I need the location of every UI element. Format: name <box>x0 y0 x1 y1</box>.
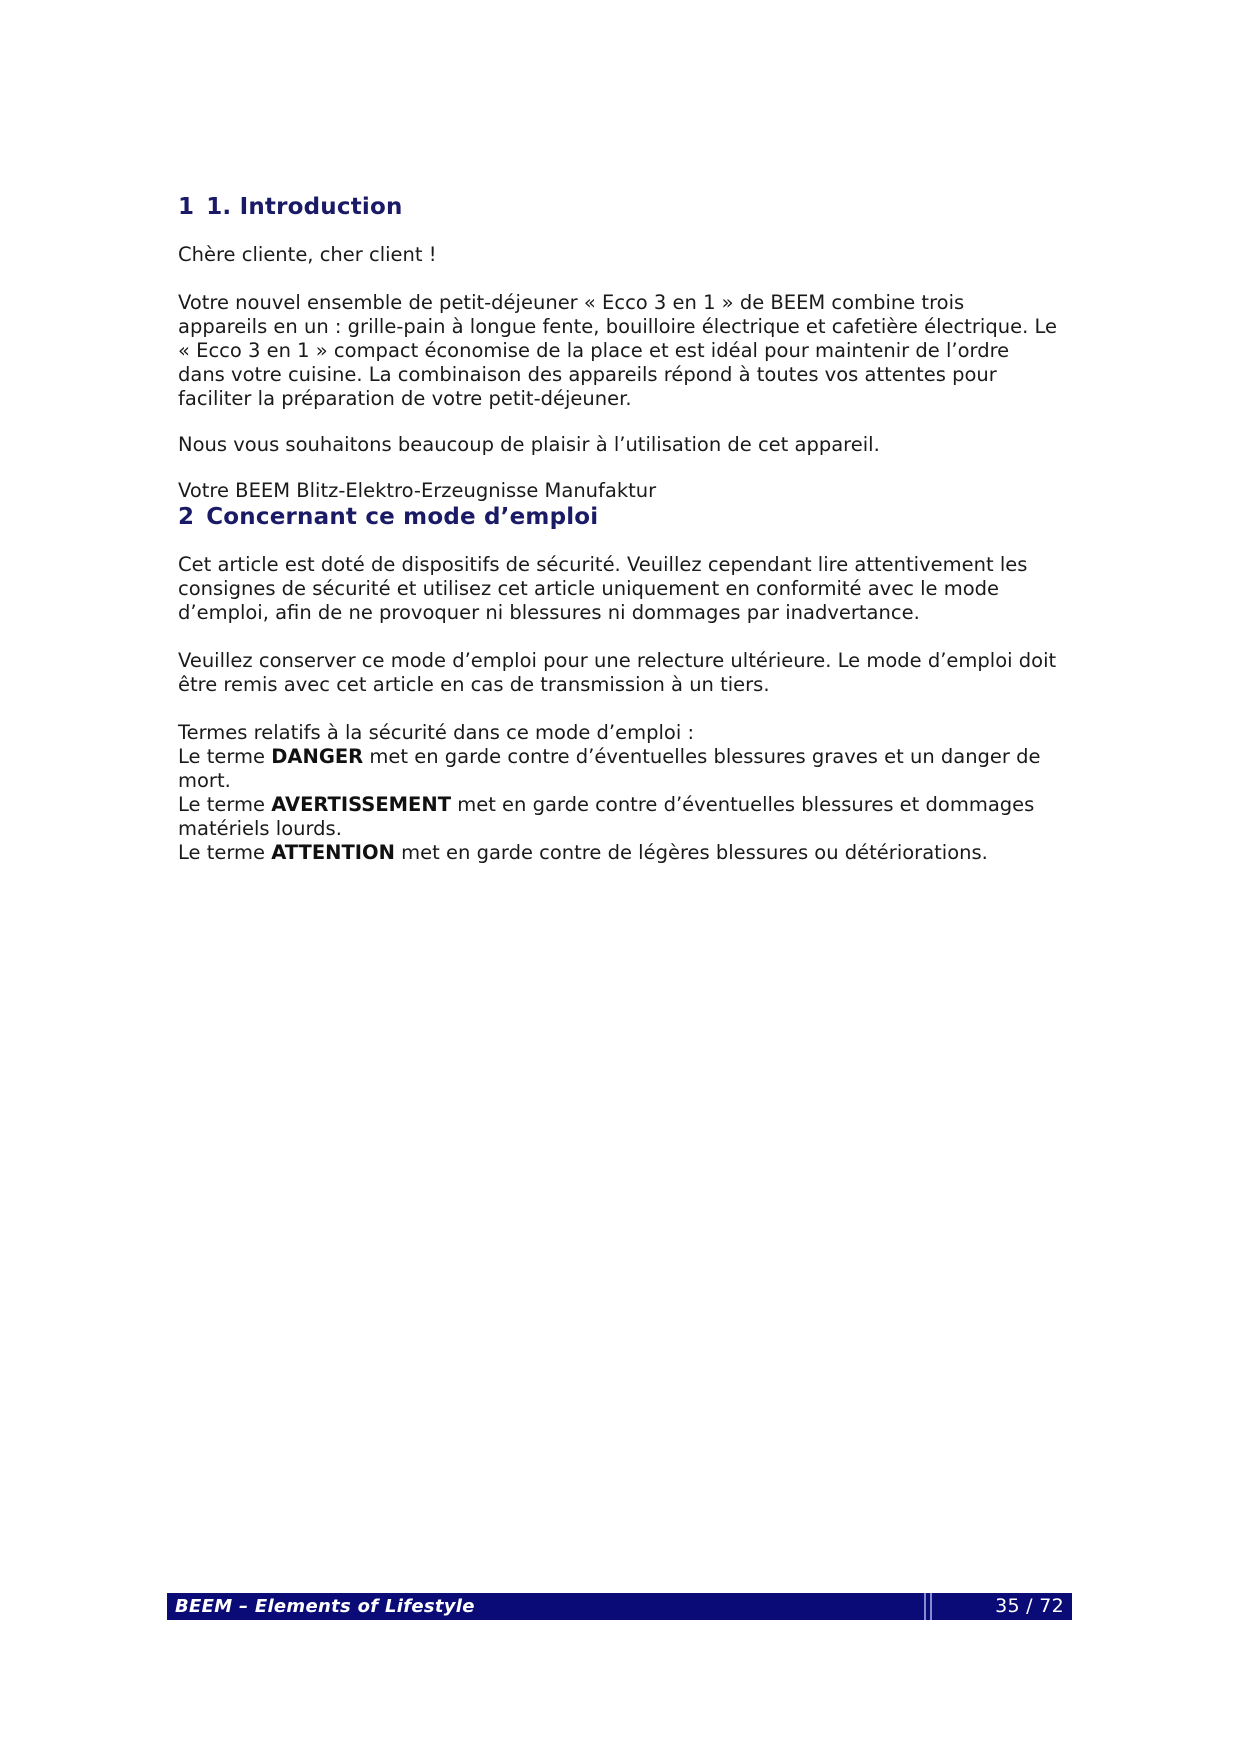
caution-word: ATTENTION <box>271 841 395 864</box>
footer-divider <box>924 1593 926 1620</box>
section-heading-introduction <box>178 193 1078 221</box>
section-number: 1 <box>178 194 195 220</box>
page-footer <box>167 1593 1072 1620</box>
section-heading-mode-emploi <box>178 503 1078 531</box>
caution-text: met en garde contre de légères blessures ou détériorations. <box>401 841 988 864</box>
section-title: 1. Introduction <box>206 194 403 220</box>
text-line: matériels lourds. <box>178 817 342 840</box>
text-line: être remis avec cet article en cas de transmission à un tiers. <box>178 673 770 696</box>
text-line: Cet article est doté de dispositifs de sécurité. Veuillez cependant lire attentivement les <box>178 553 1028 576</box>
page-number: 35 / 72 <box>995 1595 1064 1617</box>
section-number: 2 <box>178 504 195 530</box>
text-line: Veuillez conserver ce mode d’emploi pour une relecture ultérieure. Le mode d’emploi doit <box>178 649 1057 672</box>
text-line: d’emploi, afin de ne provoquer ni blessures ni dommages par inadvertance. <box>178 601 920 624</box>
keep-manual-paragraph <box>178 649 1078 697</box>
text-line: « Ecco 3 en 1 » compact économise de la place et est idéal pour maintenir de l’ordre <box>178 339 1010 362</box>
term-prefix: Le terme <box>178 841 266 864</box>
danger-word: DANGER <box>271 745 364 768</box>
greeting: Chère cliente, cher client ! <box>178 243 437 266</box>
text-line: faciliter la préparation de votre petit-déjeuner. <box>178 387 632 410</box>
warning-text: met en garde contre d’éventuelles blessures et dommages <box>457 793 1035 816</box>
wish-paragraph: Nous vous souhaitons beaucoup de plaisir à l’utilisation de cet appareil. <box>178 433 880 456</box>
term-prefix: Le terme <box>178 745 266 768</box>
text-line: dans votre cuisine. La combinaison des appareils répond à toutes vos attentes pour <box>178 363 997 386</box>
page-content <box>178 193 1078 865</box>
text-line: consignes de sécurité et utilisez cet article uniquement en conformité avec le mode <box>178 577 1000 600</box>
signature: Votre BEEM Blitz-Elektro-Erzeugnisse Manufaktur <box>178 479 657 502</box>
text-line: mort. <box>178 769 231 792</box>
danger-text: met en garde contre d’éventuelles blessures graves et un danger de <box>369 745 1041 768</box>
safety-paragraph <box>178 553 1078 625</box>
warning-word: AVERTISSEMENT <box>271 793 451 816</box>
term-prefix: Le terme <box>178 793 266 816</box>
terms-intro: Termes relatifs à la sécurité dans ce mode d’emploi : <box>178 721 695 744</box>
footer-divider <box>930 1593 932 1620</box>
warning-term <box>178 793 1078 817</box>
text-line: Votre nouvel ensemble de petit-déjeuner « Ecco 3 en 1 » de BEEM combine trois <box>178 291 965 314</box>
danger-term <box>178 745 1078 769</box>
safety-terms-block <box>178 721 1078 865</box>
section-title: Concernant ce mode d’emploi <box>206 504 599 530</box>
intro-paragraph <box>178 291 1078 411</box>
caution-term <box>178 841 1078 865</box>
footer-title: BEEM – Elements of Lifestyle <box>175 1596 475 1617</box>
text-line: appareils en un : grille-pain à longue fente, bouilloire électrique et cafetière électrique. Le <box>178 315 1057 338</box>
